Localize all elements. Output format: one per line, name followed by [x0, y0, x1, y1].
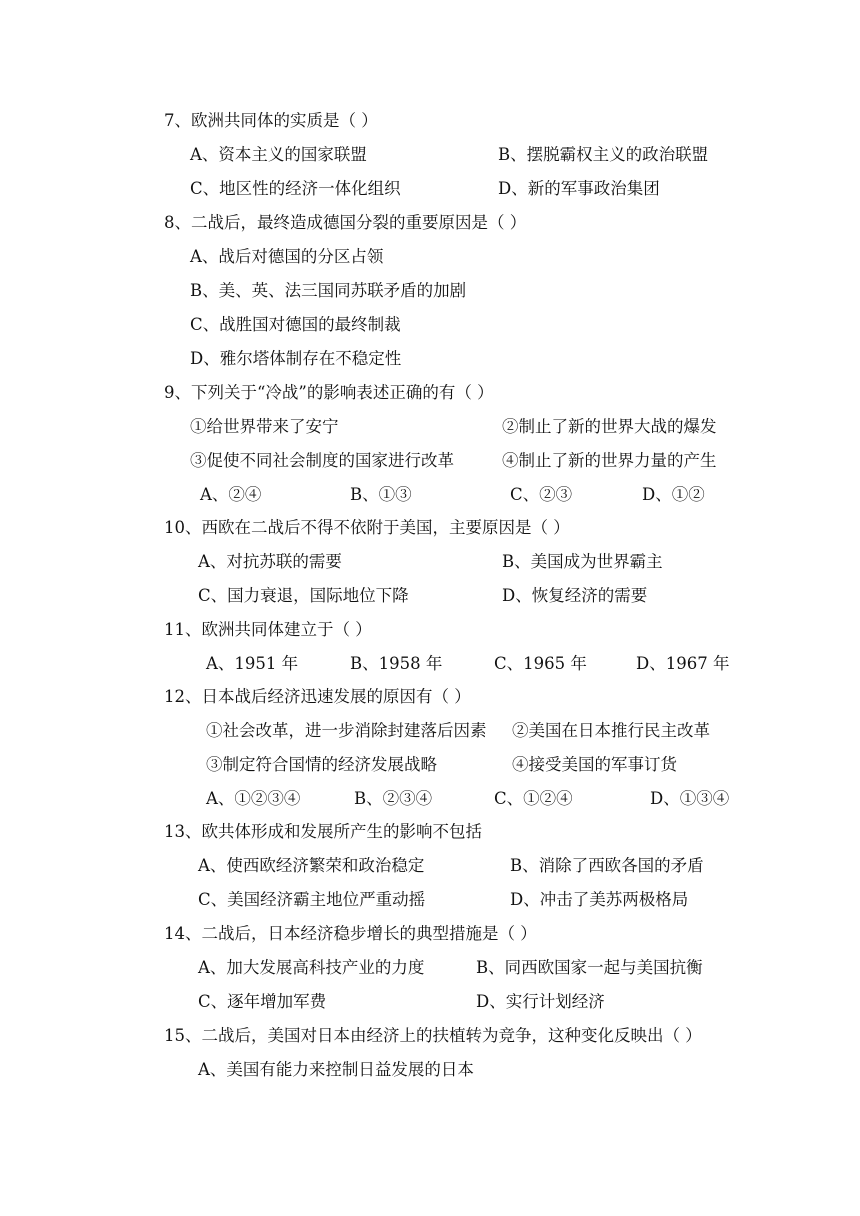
question-7-option-c: C、地区性的经济一体化组织	[190, 179, 401, 198]
question-14-option-c: C、逐年增加军费	[198, 992, 327, 1011]
question-10-option-d: D、恢复经济的需要	[502, 586, 648, 605]
question-12-option-d: D、①③④	[650, 789, 730, 808]
question-15-option-a: A、美国有能力来控制日益发展的日本	[198, 1060, 474, 1079]
question-9-statement-4: ④制止了新的世界力量的产生	[502, 451, 717, 470]
question-13-option-d: D、冲击了美苏两极格局	[510, 890, 689, 909]
question-8-option-d: D、雅尔塔体制存在不稳定性	[190, 349, 402, 368]
question-12-option-c: C、①②④	[494, 789, 573, 808]
question-12-statement-4: ④接受美国的军事订货	[512, 755, 677, 774]
question-12-option-b: B、②③④	[354, 789, 433, 808]
question-9-option-d: D、①②	[642, 485, 705, 504]
question-15-stem: 15、二战后，美国对日本由经济上的扶植转为竞争，这种变化反映出（ ）	[164, 1026, 702, 1045]
question-11-option-a: A、1951 年	[206, 654, 299, 673]
question-9-statement-2: ②制止了新的世界大战的爆发	[502, 417, 717, 436]
question-10-option-a: A、对抗苏联的需要	[198, 552, 342, 571]
question-13-option-a: A、使西欧经济繁荣和政治稳定	[198, 856, 425, 875]
question-9-statement-1: ①给世界带来了安宁	[190, 417, 339, 436]
question-8-option-a: A、战后对德国的分区占领	[190, 247, 384, 266]
question-13-stem: 13、欧共体形成和发展所产生的影响不包括	[164, 822, 482, 841]
question-13-option-c: C、美国经济霸主地位严重动摇	[198, 890, 426, 909]
question-12-statement-2: ②美国在日本推行民主改革	[512, 721, 710, 740]
question-7-option-b: B、摆脱霸权主义的政治联盟	[498, 145, 709, 164]
question-12-statement-1: ①社会改革，进一步消除封建落后因素	[206, 721, 487, 740]
question-7-stem: 7、欧洲共同体的实质是（ ）	[164, 111, 378, 130]
question-12-stem: 12、日本战后经济迅速发展的原因有（ ）	[164, 687, 471, 706]
question-7-option-a: A、资本主义的国家联盟	[190, 145, 367, 164]
question-9-option-c: C、②③	[510, 485, 573, 504]
question-11-option-d: D、1967 年	[636, 654, 730, 673]
question-14-option-a: A、加大发展高科技产业的力度	[198, 958, 425, 977]
question-14-option-b: B、同西欧国家一起与美国抗衡	[476, 958, 703, 977]
question-10-option-c: C、国力衰退，国际地位下降	[198, 586, 409, 605]
question-10-option-b: B、美国成为世界霸主	[502, 552, 663, 571]
question-8-option-c: C、战胜国对德国的最终制裁	[190, 315, 401, 334]
question-8-stem: 8、二战后，最终造成德国分裂的重要原因是（ ）	[164, 213, 527, 232]
question-14-stem: 14、二战后，日本经济稳步增长的典型措施是（ ）	[164, 924, 537, 943]
question-12-statement-3: ③制定符合国情的经济发展战略	[206, 755, 437, 774]
question-11-option-b: B、1958 年	[350, 654, 443, 673]
question-9-option-b: B、①③	[350, 485, 412, 504]
question-9-stem: 9、下列关于“冷战”的影响表述正确的有（ ）	[164, 383, 494, 402]
question-14-option-d: D、实行计划经济	[476, 992, 605, 1011]
question-9-option-a: A、②④	[200, 485, 262, 504]
question-8-option-b: B、美、英、法三国同苏联矛盾的加剧	[190, 281, 467, 300]
question-12-option-a: A、①②③④	[206, 789, 301, 808]
question-13-option-b: B、消除了西欧各国的矛盾	[510, 856, 704, 875]
question-9-statement-3: ③促使不同社会制度的国家进行改革	[190, 451, 454, 470]
question-10-stem: 10、西欧在二战后不得不依附于美国，主要原因是（ ）	[164, 518, 570, 537]
question-11-option-c: C、1965 年	[494, 654, 587, 673]
question-11-stem: 11、欧洲共同体建立于（ ）	[164, 620, 372, 639]
question-7-option-d: D、新的军事政治集团	[498, 179, 660, 198]
